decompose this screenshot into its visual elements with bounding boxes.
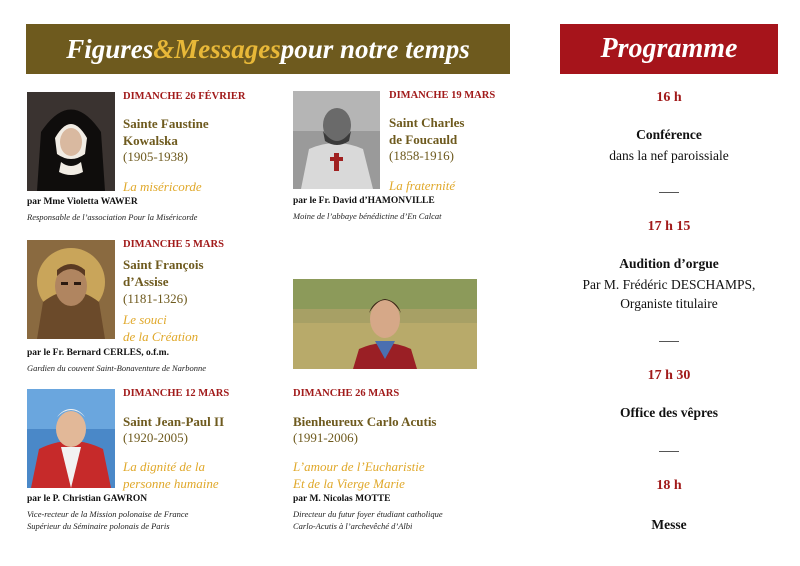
prog-sub-2b: Organiste titulaire	[620, 296, 718, 311]
portrait-foucauld	[293, 91, 380, 189]
speaker-1: par Mme Violetta WAWER	[27, 197, 138, 207]
prog-title-3: Office des vêpres	[620, 405, 718, 420]
role-1: Responsable de l’association Pour la Miséricorde	[27, 212, 198, 222]
prog-separator-1	[659, 192, 679, 193]
theme-3a: Le souci	[123, 312, 167, 327]
title-ampersand: &	[153, 33, 175, 64]
prog-sub-2a: Par M. Frédéric DESCHAMPS,	[582, 277, 756, 292]
years-3: (1181-1326)	[123, 291, 188, 306]
speaker-5: par M. Nicolas MOTTE	[293, 494, 391, 504]
date-2: DIMANCHE 19 MARS	[389, 90, 496, 101]
prog-title-1: Conférence	[636, 127, 702, 142]
name-3b: d’Assise	[123, 274, 169, 289]
date-3: DIMANCHE 5 MARS	[123, 239, 224, 250]
theme-4b: personne humaine	[123, 476, 219, 491]
programme-title: Programme	[600, 33, 738, 64]
name-5: Bienheureux Carlo Acutis	[293, 414, 437, 429]
prog-sub-1: dans la nef paroissiale	[609, 148, 729, 163]
speaker-2: par le Fr. David d’HAMONVILLE	[293, 196, 435, 206]
theme-1: La miséricorde	[123, 179, 202, 194]
role-5a: Directeur du futur foyer étudiant catholique	[293, 509, 443, 519]
years-5: (1991-2006)	[293, 430, 358, 445]
name-2a: Saint Charles	[389, 115, 465, 130]
theme-5a: L’amour de l’Eucharistie	[293, 459, 425, 474]
name-1b: Kowalska	[123, 133, 178, 148]
role-2: Moine de l’abbaye bénédictine d’En Calcat	[293, 211, 442, 221]
years-4: (1920-2005)	[123, 430, 188, 445]
theme-4a: La dignité de la	[123, 459, 205, 474]
role-5b: Carlo-Acutis à l’archevêché d’Albi	[293, 521, 413, 531]
date-1: DIMANCHE 26 FÉVRIER	[123, 91, 246, 102]
name-2b: de Foucauld	[389, 132, 458, 147]
prog-time-3: 17 h 30	[647, 368, 691, 383]
prog-time-2: 17 h 15	[647, 219, 691, 234]
role-3: Gardien du couvent Saint-Bonaventure de Narbonne	[27, 363, 207, 373]
portrait-jean-paul	[27, 389, 115, 488]
portrait-carlo	[293, 279, 477, 369]
title-part1: Figures	[66, 33, 154, 64]
years-2: (1858-1916)	[389, 148, 454, 163]
theme-2: La fraternité	[389, 178, 456, 193]
speaker-4: par le P. Christian GAWRON	[27, 494, 148, 504]
role-4a: Vice-recteur de la Mission polonaise de France	[27, 509, 189, 519]
prog-title-2: Audition d’orgue	[619, 256, 719, 271]
date-4: DIMANCHE 12 MARS	[123, 388, 230, 399]
date-5: DIMANCHE 26 MARS	[293, 388, 400, 399]
prog-separator-3	[659, 451, 679, 452]
title-part3: pour notre temps	[280, 33, 470, 64]
prog-title-4: Messe	[651, 517, 687, 532]
speaker-3: par le Fr. Bernard CERLES, o.f.m.	[27, 348, 169, 358]
name-4: Saint Jean-Paul II	[123, 414, 225, 429]
years-1: (1905-1938)	[123, 149, 188, 164]
programme-banner	[560, 24, 778, 74]
theme-5b: Et de la Vierge Marie	[293, 476, 405, 491]
title-banner	[26, 24, 510, 74]
role-4b: Supérieur du Séminaire polonais de Paris	[27, 521, 170, 531]
name-1a: Sainte Faustine	[123, 116, 209, 131]
theme-3b: de la Création	[123, 329, 199, 344]
prog-time-1: 16 h	[656, 90, 682, 105]
portrait-francois	[27, 240, 115, 339]
prog-separator-2	[659, 341, 679, 342]
portrait-faustine	[27, 92, 115, 191]
name-3a: Saint François	[123, 257, 204, 272]
title-part2: Messages	[174, 33, 281, 64]
prog-time-4: 18 h	[656, 478, 682, 493]
